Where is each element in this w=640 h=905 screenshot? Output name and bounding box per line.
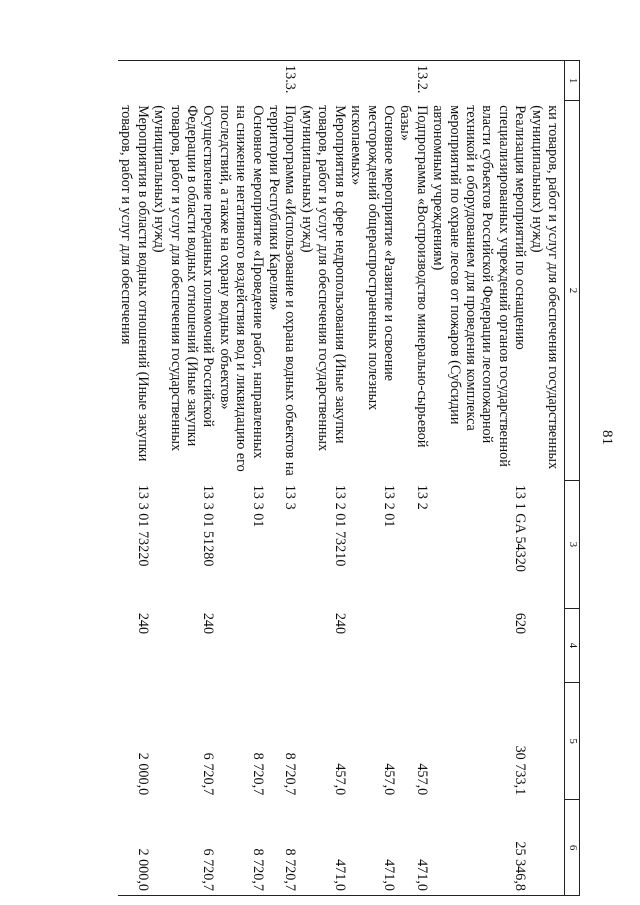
row-number	[430, 61, 528, 101]
row-name: Подпрограмма «Воспроизводство минерально-сырьевой базы»	[397, 105, 430, 448]
row-number: 13.2.	[397, 61, 430, 101]
row-value-2	[528, 800, 564, 896]
row-type: 240	[134, 612, 151, 635]
row-value-1: 2 000,0	[134, 752, 151, 796]
row-name: Основное мероприятие «Проведение работ, направленных на снижение негативного воздействия вод и ликвидацию его последствий, а также на охрану водных объектов»	[216, 105, 266, 472]
row-number	[118, 61, 151, 101]
row-number	[299, 61, 348, 101]
page-number: 81	[599, 430, 615, 445]
row-number	[151, 61, 217, 101]
row-value-2: 2 000,0	[118, 800, 151, 896]
row-code: 13 3 01	[249, 484, 266, 528]
row-value-2: 471,0	[348, 800, 397, 896]
col-header-4: 4	[565, 608, 580, 682]
table-row	[151, 61, 217, 896]
row-name: Осуществление переданных полномочий Российской Федерации в области водных отношений (Иные закупки товаров, работ и услуг для обеспечения государственных (муниципальных) нужд)	[151, 105, 217, 452]
row-code: 13 2 01	[380, 484, 397, 528]
row-code: 13 3 01 51280	[200, 484, 217, 567]
row-value-2: 6 720,7	[151, 800, 217, 896]
table-row	[430, 61, 528, 896]
table-row	[216, 61, 265, 896]
column-number-row	[565, 61, 580, 896]
row-type	[397, 608, 430, 682]
row-value-1: 457,0	[331, 763, 348, 796]
row-code: 13 2 01 73210	[331, 484, 348, 567]
row-type	[266, 608, 299, 682]
row-number	[348, 61, 397, 101]
row-type: 240	[331, 612, 348, 635]
table-row	[397, 61, 430, 896]
row-type	[216, 608, 265, 682]
row-name: Подпрограмма «Использование и охрана водных объектов на территории Республики Карелия»	[266, 105, 299, 476]
row-value-1: 8 720,7	[249, 752, 266, 796]
row-value-2: 8 720,7	[266, 800, 299, 896]
row-value-1: 457,0	[380, 763, 397, 796]
row-value-2: 25 346,8	[430, 800, 528, 896]
row-name: ки товаров, работ и услуг для обеспечения государственных (муниципальных) нужд)	[528, 105, 561, 470]
row-value-1: 30 733,1	[512, 745, 529, 796]
row-value-1: 457,0	[413, 763, 430, 796]
row-value-2: 471,0	[299, 800, 348, 896]
row-code: 13 1 GA 54320	[512, 484, 529, 572]
row-number: 13.3.	[266, 61, 299, 101]
row-code: 13 3	[282, 484, 299, 510]
col-header-2: 2	[565, 101, 580, 481]
row-number	[528, 61, 564, 101]
row-value-1: 6 720,7	[200, 752, 217, 796]
table-row	[348, 61, 397, 896]
budget-table	[118, 60, 580, 896]
row-type: 240	[200, 612, 217, 635]
row-name: Основное мероприятие «Развитие и освоение месторождений общераспространенных полезных ископаемых»	[348, 105, 397, 411]
table-row	[266, 61, 299, 896]
row-type	[348, 608, 397, 682]
table-row	[528, 61, 564, 896]
row-code: 13 3 01 73220	[134, 484, 151, 567]
row-type: 620	[512, 612, 529, 635]
row-number	[216, 61, 265, 101]
row-code: 13 2	[413, 484, 430, 510]
row-name: Мероприятия в сфере недропользования (Иные закупки товаров, работ и услуг для обеспечения государственных (муниципальных) нужд)	[298, 105, 348, 452]
row-value-1	[528, 683, 564, 800]
table-row	[118, 61, 151, 896]
col-header-5: 5	[565, 683, 580, 800]
col-header-3: 3	[565, 480, 580, 608]
row-code	[528, 480, 564, 608]
row-value-2: 471,0	[397, 800, 430, 896]
table-row	[299, 61, 348, 896]
col-header-6: 6	[565, 800, 580, 896]
row-value-1: 8 720,7	[282, 752, 299, 796]
row-type	[528, 608, 564, 682]
row-value-2: 8 720,7	[216, 800, 265, 896]
col-header-1: 1	[565, 61, 580, 101]
row-name: Реализация мероприятий по оснащению специализированных учреждений органов государственной власти субъектов Российской Федерации лесопожарной техникой и оборудованием для проведения комплекса мероприятий по охране лесов от пожаров (Субсидии автономным учреждениям)	[430, 105, 529, 467]
row-name: Мероприятия в области водных отношений (Иные закупки товаров, работ и услуг для обеспечения	[118, 105, 151, 462]
